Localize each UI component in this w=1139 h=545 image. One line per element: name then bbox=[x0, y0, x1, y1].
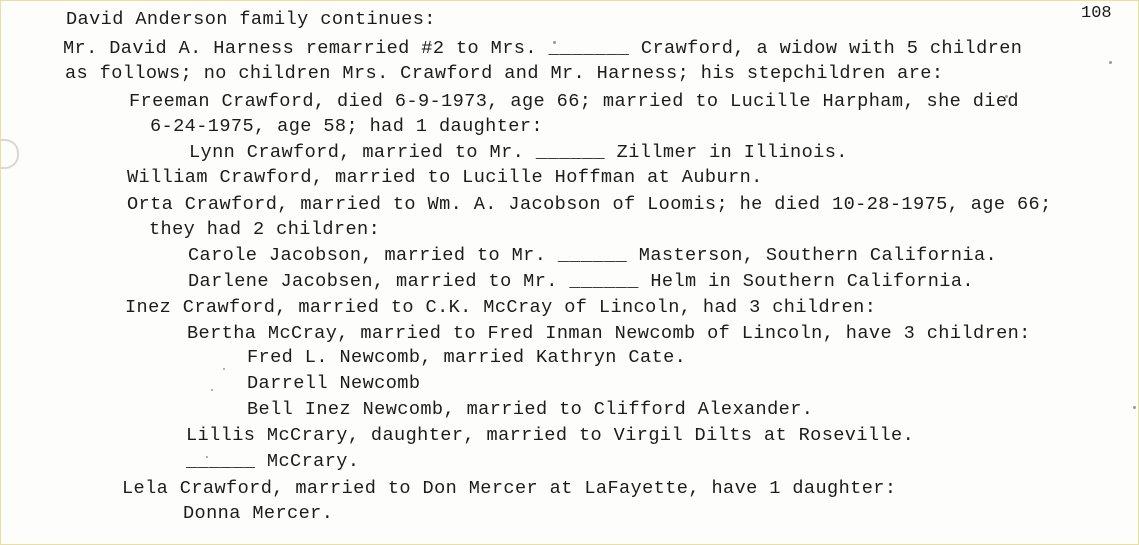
text-line: as follows; no children Mrs. Crawford and Mr. Harness; his stepchildren are: bbox=[65, 63, 944, 84]
text-line: Bell Inez Newcomb, married to Clifford Alexander. bbox=[247, 399, 814, 420]
text-line: Orta Crawford, married to Wm. A. Jacobson of Loomis; he died 10-28-1975, age 66; bbox=[127, 194, 1052, 215]
text-line: ______ McCrary. bbox=[186, 451, 360, 472]
scan-speck bbox=[1109, 61, 1112, 64]
scan-speck bbox=[223, 368, 225, 370]
text-line: Lillis McCrary, daughter, married to Virgil Dilts at Roseville. bbox=[186, 425, 915, 446]
text-line: William Crawford, married to Lucille Hoffman at Auburn. bbox=[127, 167, 763, 188]
scan-speck bbox=[211, 389, 213, 391]
text-line: Carole Jacobson, married to Mr. ______ Masterson, Southern California. bbox=[188, 245, 998, 266]
text-line: Donna Mercer. bbox=[183, 503, 334, 524]
text-line: Inez Crawford, married to C.K. McCray of Lincoln, had 3 children: bbox=[125, 297, 877, 318]
text-line: Lela Crawford, married to Don Mercer at LaFayette, have 1 daughter: bbox=[122, 478, 897, 499]
text-line: 6-24-1975, age 58; had 1 daughter: bbox=[150, 116, 543, 137]
text-line: Darrell Newcomb bbox=[247, 373, 421, 394]
text-line: David Anderson family continues: bbox=[66, 9, 436, 30]
page-number: 108 bbox=[1081, 4, 1112, 23]
text-line: Fred L. Newcomb, married Kathryn Cate. bbox=[247, 347, 687, 368]
text-line: Mr. David A. Harness remarried #2 to Mrs. _______ Crawford, a widow with 5 children bbox=[63, 38, 1023, 59]
binder-hole-mark bbox=[1, 139, 19, 169]
text-line: Freeman Crawford, died 6-9-1973, age 66; married to Lucille Harpham, she died bbox=[129, 91, 1019, 112]
scan-speck bbox=[1133, 406, 1136, 409]
text-line: Bertha McCray, married to Fred Inman Newcomb of Lincoln, have 3 children: bbox=[187, 323, 1031, 344]
text-line: they had 2 children: bbox=[149, 219, 381, 240]
text-line: Lynn Crawford, married to Mr. ______ Zillmer in Illinois. bbox=[189, 142, 848, 163]
text-line: Darlene Jacobsen, married to Mr. ______ Helm in Southern California. bbox=[188, 271, 974, 292]
